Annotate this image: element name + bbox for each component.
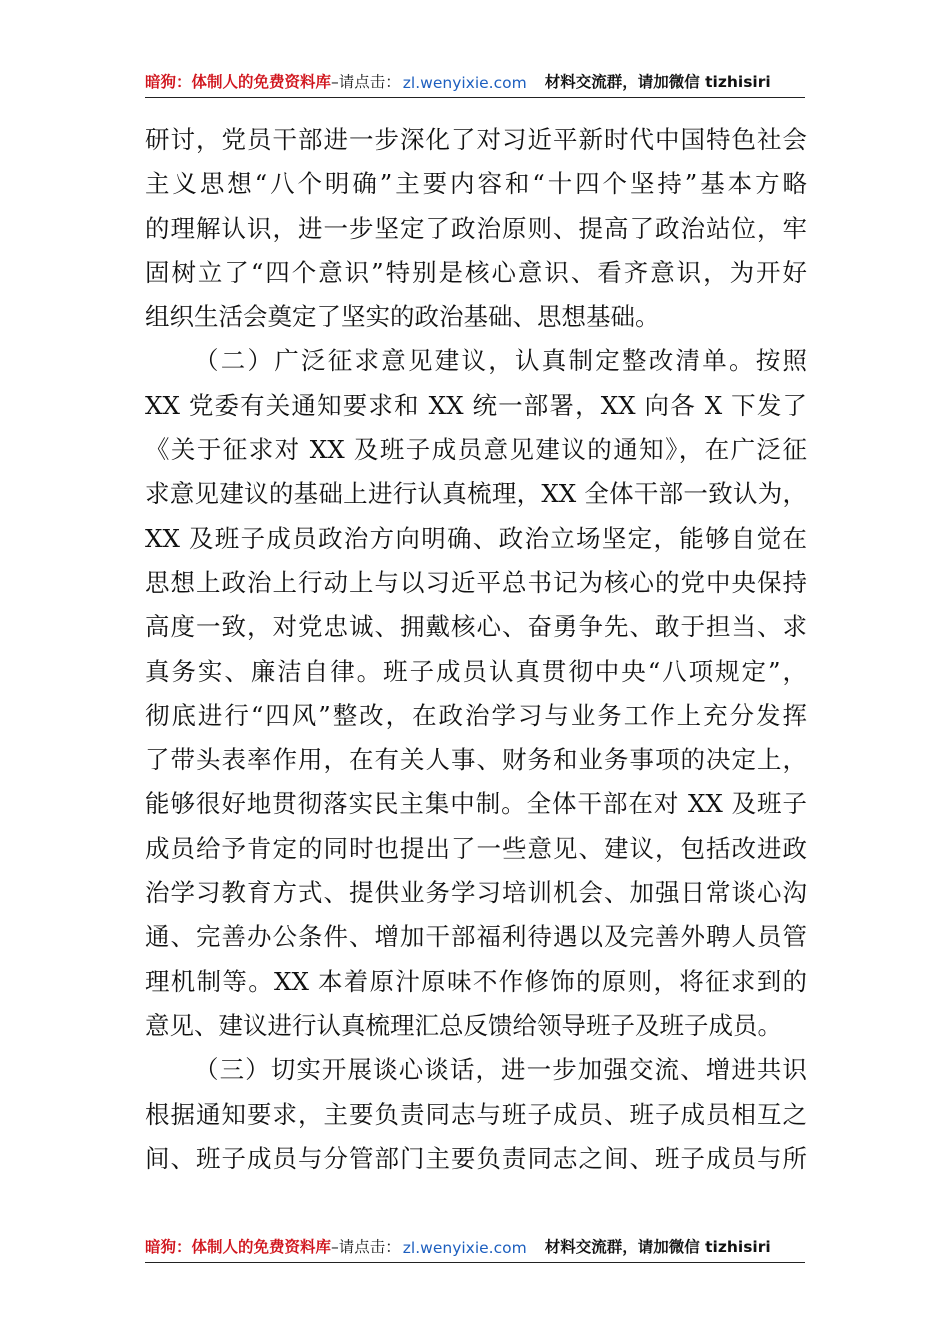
text-line: 彻底进行“四风”整改，在政治学习与业务工作上充分发挥 (145, 700, 807, 730)
text-line: 《关于征求对 XX 及班子成员意见建议的通知》，在广泛征 (145, 435, 807, 465)
footer-banner (145, 1223, 805, 1263)
banner-brand: 暗狗：体制人的免费资料库 (145, 1238, 332, 1256)
text-line: 能够很好地贯彻落实民主集中制。全体干部在对 XX 及班子 (145, 789, 807, 819)
section-heading-line: （三）切实开展谈心谈话，进一步加强交流、增进共识 (194, 1055, 807, 1085)
banner-url-link[interactable]: zl.wenyixie.com (402, 1239, 527, 1257)
text-line: 意见、建议进行认真梳理汇总反馈给领导班子及班子成员。 (145, 1010, 782, 1040)
text-line: 真务实、廉洁自律。班子成员认真贯彻中央“八项规定”， (145, 656, 807, 686)
banner-brand: 暗狗：体制人的免费资料库 (145, 73, 332, 91)
text-line: 治学习教育方式、提供业务学习培训机会、加强日常谈心沟 (145, 878, 807, 908)
banner-contact: 材料交流群，请加微信 tizhisiri (544, 73, 771, 91)
text-line: XX 及班子成员政治方向明确、政治立场坚定，能够自觉在 (145, 523, 807, 553)
text-line: 高度一致，对党忠诚、拥戴核心、奋勇争先、敢于担当、求 (145, 612, 807, 642)
text-line: 主义思想“八个明确”主要内容和“十四个坚持”基本方略 (145, 169, 807, 199)
header-banner (145, 58, 805, 98)
text-line: XX 党委有关通知要求和 XX 统一部署，XX 向各 X 下发了 (145, 390, 807, 420)
banner-click-text: –请点击： (331, 73, 401, 91)
text-line: 求意见建议的基础上进行认真梳理，XX 全体干部一致认为， (145, 479, 807, 509)
text-line: 通、完善办公条件、增加干部福利待遇以及完善外聘人员管 (145, 922, 807, 952)
document-body (145, 118, 807, 1181)
text-line: 间、班子成员与分管部门主要负责同志之间、班子成员与所 (145, 1143, 807, 1173)
banner-url-link[interactable]: zl.wenyixie.com (402, 74, 527, 92)
section-heading-line: （二）广泛征求意见建议，认真制定整改清单。按照 (194, 346, 807, 376)
text-line: 了带头表率作用，在有关人事、财务和业务事项的决定上， (145, 745, 807, 775)
text-line: 组织生活会奠定了坚实的政治基础、思想基础。 (145, 302, 660, 332)
text-line: 的理解认识，进一步坚定了政治原则、提高了政治站位，牢 (145, 213, 807, 243)
text-line: 固树立了“四个意识”特别是核心意识、看齐意识，为开好 (145, 257, 807, 287)
banner-contact: 材料交流群，请加微信 tizhisiri (544, 1238, 771, 1256)
text-line: 理机制等。XX 本着原汁原味不作修饰的原则，将征求到的 (145, 966, 807, 996)
text-line: 思想上政治上行动上与以习近平总书记为核心的党中央保持 (145, 567, 807, 597)
text-line: 研讨，党员干部进一步深化了对习近平新时代中国特色社会 (145, 125, 807, 154)
text-line: 根据通知要求，主要负责同志与班子成员、班子成员相互之 (145, 1099, 807, 1129)
text-line: 成员给予肯定的同时也提出了一些意见、建议，包括改进政 (145, 833, 807, 863)
banner-click-text: –请点击： (331, 1238, 401, 1256)
